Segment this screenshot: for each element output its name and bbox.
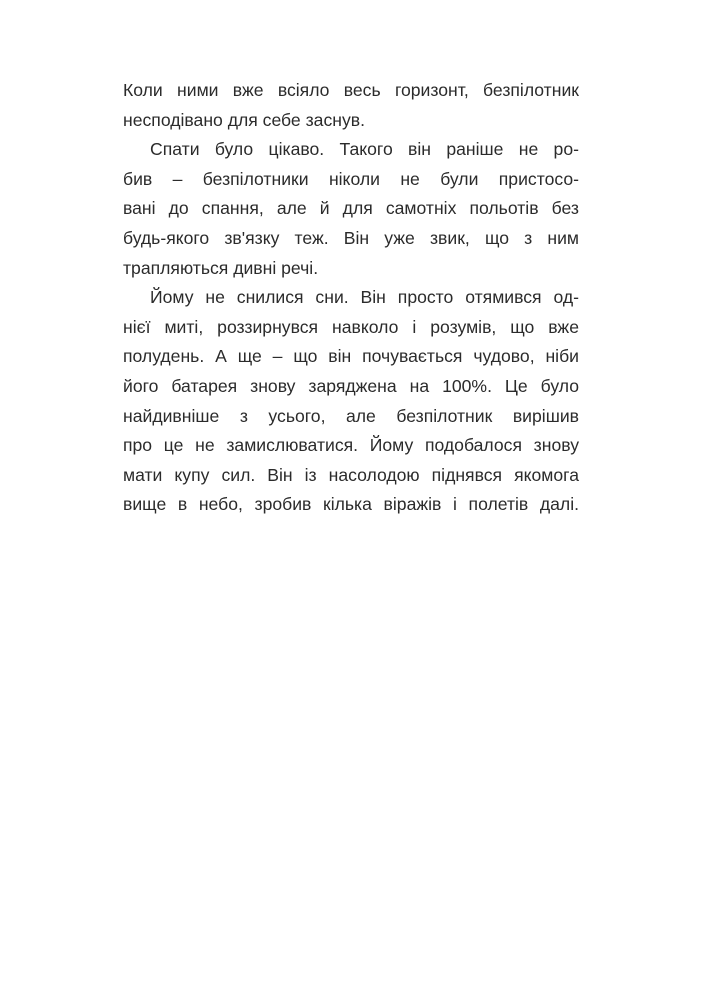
text-line: його батарея знову заряджена на 100%. Це було: [123, 375, 579, 396]
text-line: несподівано для себе заснув.: [123, 109, 365, 130]
text-line: вище в небо, зробив кілька віражів і полетів далі.: [123, 494, 579, 515]
text-line: Йому не снилися сни. Він просто отямився од-: [150, 287, 579, 308]
text-line: мати купу сил. Він із насолодою піднявся якомога: [123, 464, 579, 485]
text-line: трапляються дивні речі.: [123, 257, 319, 278]
text-line: бив – безпілотники ніколи не були пристосо-: [123, 168, 579, 189]
body-text: [123, 76, 579, 520]
text-line: вані до спання, але й для самотніх польотів без: [123, 198, 579, 219]
text-line: про це не замислюватися. Йому подобалося знову: [123, 435, 579, 456]
text-line: Коли ними вже всіяло весь горизонт, безпілотник: [123, 80, 579, 100]
text-line: нієї миті, роззирнувся навколо і розумів, що вже: [123, 316, 579, 337]
text-line: Спати було цікаво. Такого він раніше не ро-: [150, 139, 579, 160]
text-line: полудень. А ще – що він почувається чудово, ніби: [123, 346, 579, 367]
text-line: найдивніше з усього, але безпілотник вирішив: [123, 405, 579, 426]
text-line: будь-якого зв'язку теж. Він уже звик, що з ним: [123, 227, 579, 248]
